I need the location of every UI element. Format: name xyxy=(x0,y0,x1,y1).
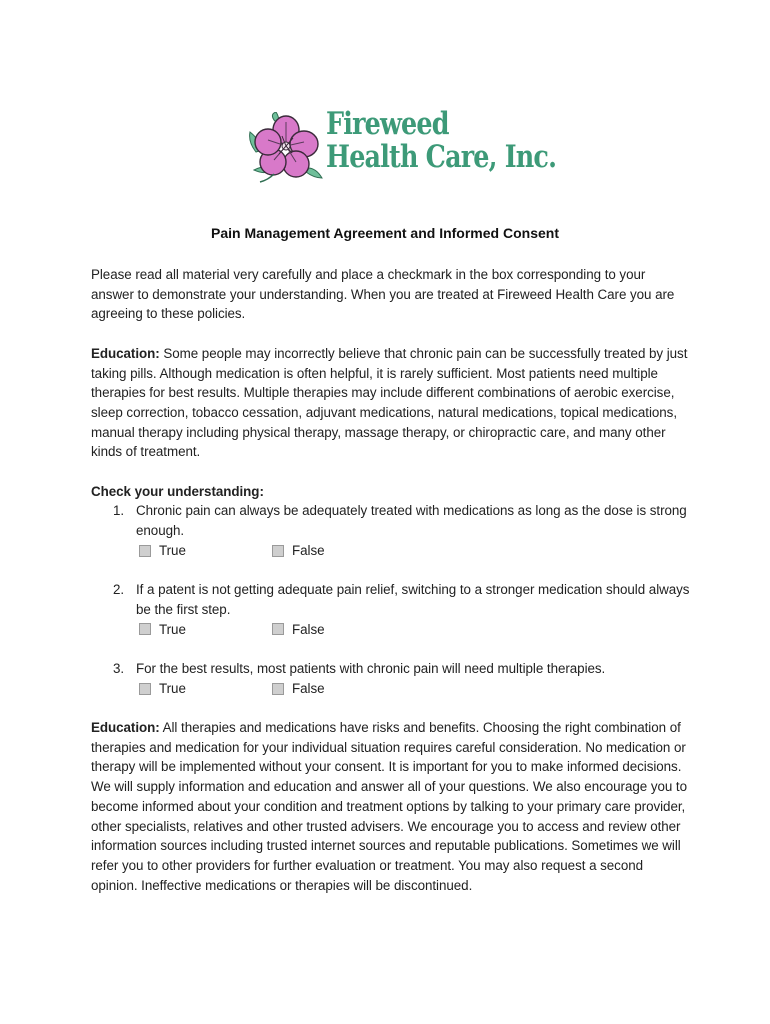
option-false-label: False xyxy=(292,680,325,696)
checkbox-true[interactable] xyxy=(139,623,151,635)
company-logo xyxy=(246,106,557,188)
question-text: For the best results, most patients with chronic pain will need multiple therapies. xyxy=(136,660,606,676)
logo-line-2: Health Care, Inc. xyxy=(326,139,557,175)
option-true[interactable] xyxy=(136,620,272,640)
checkbox-true[interactable] xyxy=(139,545,151,557)
page-title: Pain Management Agreement and Informed Consent xyxy=(211,225,559,241)
education-paragraph-1 xyxy=(91,344,691,462)
fireweed-flower-icon xyxy=(246,112,328,184)
education-label: Education: xyxy=(91,720,160,736)
answer-options xyxy=(136,541,691,561)
question-number: 2. xyxy=(113,582,125,598)
logo-text xyxy=(326,108,556,174)
option-false-label: False xyxy=(292,542,325,558)
option-false[interactable] xyxy=(272,679,325,699)
education-paragraph-2 xyxy=(91,718,691,895)
option-true-label: True xyxy=(159,542,186,558)
answer-options xyxy=(136,679,691,699)
checkbox-false[interactable] xyxy=(272,545,284,557)
document-body xyxy=(91,265,691,915)
question-item xyxy=(91,501,691,560)
question-text: Chronic pain can always be adequately treated with medications as long as the dose is strong enough. xyxy=(136,503,687,539)
education-text: Some people may incorrectly believe that chronic pain can be successfully treated by just taking pills. Although medication is often helpful, it is rarely sufficient. Most patients need multiple therapies for best results. Multiple therapies may include different combinations of aerobic exercise, sleep correction, tobacco cessation, adjuvant medications, natural medications, topical medications, manual therapy including physical therapy, massage therapy, or chiropractic care, and many other kinds of treatment. xyxy=(91,345,688,460)
option-true-label: True xyxy=(159,621,186,637)
check-understanding-heading: Check your understanding: xyxy=(91,483,264,499)
option-true[interactable] xyxy=(136,541,272,561)
question-item xyxy=(91,659,691,698)
option-false[interactable] xyxy=(272,620,325,640)
question-item xyxy=(91,580,691,639)
checkbox-false[interactable] xyxy=(272,683,284,695)
question-number: 1. xyxy=(113,503,125,519)
option-false-label: False xyxy=(292,621,325,637)
education-text: All therapies and medications have risks and benefits. Choosing the right combination of therapies and medication for your individual situation requires careful consideration. No medication or therapy will be implemented without your consent. It is important for you to make informed decisions. We will supply information and education and answer all of your questions. We also encourage you to become informed about your condition and treatment options by talking to your primary care provider, other specialists, relatives and other trusted advisers. We encourage you to access and review other information sources including trusted internet sources and reputable publications. Sometimes we will refer you to other providers for further evaluation or treatment. You may also request a second opinion. Ineffective medications or therapies will be discontinued. xyxy=(91,720,687,893)
question-number: 3. xyxy=(113,660,125,676)
option-false[interactable] xyxy=(272,541,325,561)
option-true-label: True xyxy=(159,680,186,696)
answer-options xyxy=(136,620,691,640)
option-true[interactable] xyxy=(136,679,272,699)
intro-paragraph: Please read all material very carefully and place a checkmark in the box corresponding to your answer to demonstrate your understanding. When you are treated at Fireweed Health Care you are agreeing to these policies. xyxy=(91,267,675,322)
question-list xyxy=(91,501,691,698)
education-label: Education: xyxy=(91,345,160,361)
checkbox-false[interactable] xyxy=(272,623,284,635)
checkbox-true[interactable] xyxy=(139,683,151,695)
logo-line-1: Fireweed xyxy=(326,106,449,142)
question-text: If a patent is not getting adequate pain relief, switching to a stronger medication should always be the first step. xyxy=(136,582,690,617)
